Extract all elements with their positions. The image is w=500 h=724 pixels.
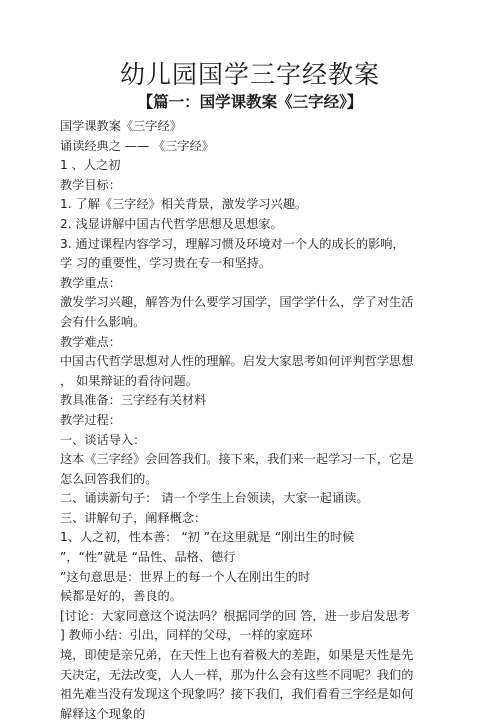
- text-line: 祖先难当没有发现这个现象吗？接下我们，我们看看三字经是如何: [60, 687, 414, 702]
- text-line: 中国古代哲学思想对人性的理解。启发大家思考如何评判哲学思想: [60, 354, 414, 369]
- text-line: 这本《三字经》会回答我们。接下来，我们来一起学习一下，它是: [60, 452, 414, 467]
- text-line: 1. 了解《三字经》相关背景，激发学习兴趣。: [60, 197, 308, 212]
- text-line: 教具准备：三字经有关材料: [60, 393, 207, 408]
- text-line: 教学重点：: [60, 275, 121, 290]
- text-line: 三、讲解句子，阐释概念：: [60, 510, 207, 525]
- text-line: 教学目标：: [60, 177, 121, 192]
- text-line: 候都是好的，善良的。: [60, 589, 182, 604]
- text-line: 国学课教案《三字经》: [60, 119, 182, 133]
- text-line: ] 教师小结：引出，同样的父母，一样的家庭环: [60, 628, 313, 643]
- text-line: 1 、人之初: [60, 158, 121, 173]
- text-line: 会有什么影响。: [60, 314, 146, 329]
- text-line: ， 如果辩证的看待问题。: [60, 373, 198, 388]
- text-line: ”这句意思是：世界上的每一个人在刚出生的时: [60, 569, 311, 584]
- text-line: 3. 通过课程内容学习，理解习惯及环境对一个人的成长的影响，: [60, 236, 405, 251]
- text-line: 教学过程：: [60, 412, 121, 427]
- text-line: 二、诵读新句子： 请一个学生上台领读，大家一起诵读。: [60, 491, 369, 506]
- text-line: 教学难点：: [60, 334, 121, 349]
- text-line: 解释这个现象的: [60, 706, 146, 721]
- text-line: 境，即使是亲兄弟，在天性上也有着极大的差距，如果是天性是先: [60, 648, 414, 663]
- document-title: 幼儿园国学三字经教案: [119, 60, 380, 89]
- text-line: 怎么回答我们的。: [60, 471, 158, 486]
- text-line: 一、谈话导入：: [60, 432, 146, 447]
- document-body: [60, 117, 446, 724]
- text-line: 1、人之初，性本善： “初 ”在这里就是 “刚出生的时候: [60, 530, 355, 545]
- document-subtitle: 【篇一：国学课教案《三字经》】: [137, 93, 363, 111]
- text-line: 学 习的重要性，学习贵在专一和坚持。: [60, 256, 272, 271]
- text-line: 2. 浅显讲解中国古代哲学思想及思想家。: [60, 216, 283, 231]
- text-line: 天决定，无法改变，人人一样，那为什么会有这些不同呢？我们的: [60, 667, 414, 682]
- text-line: ”，“性”就是 “品性、品格、德行: [60, 550, 236, 565]
- text-line: [讨论：大家同意这个说法吗？根据同学的回 答，进一步启发思考: [60, 608, 410, 623]
- text-line: 激发学习兴趣，解答为什么要学习国学，国学学什么，学了对生活: [60, 295, 414, 310]
- text-line: 诵读经典之 —— 《三字经》: [60, 138, 214, 153]
